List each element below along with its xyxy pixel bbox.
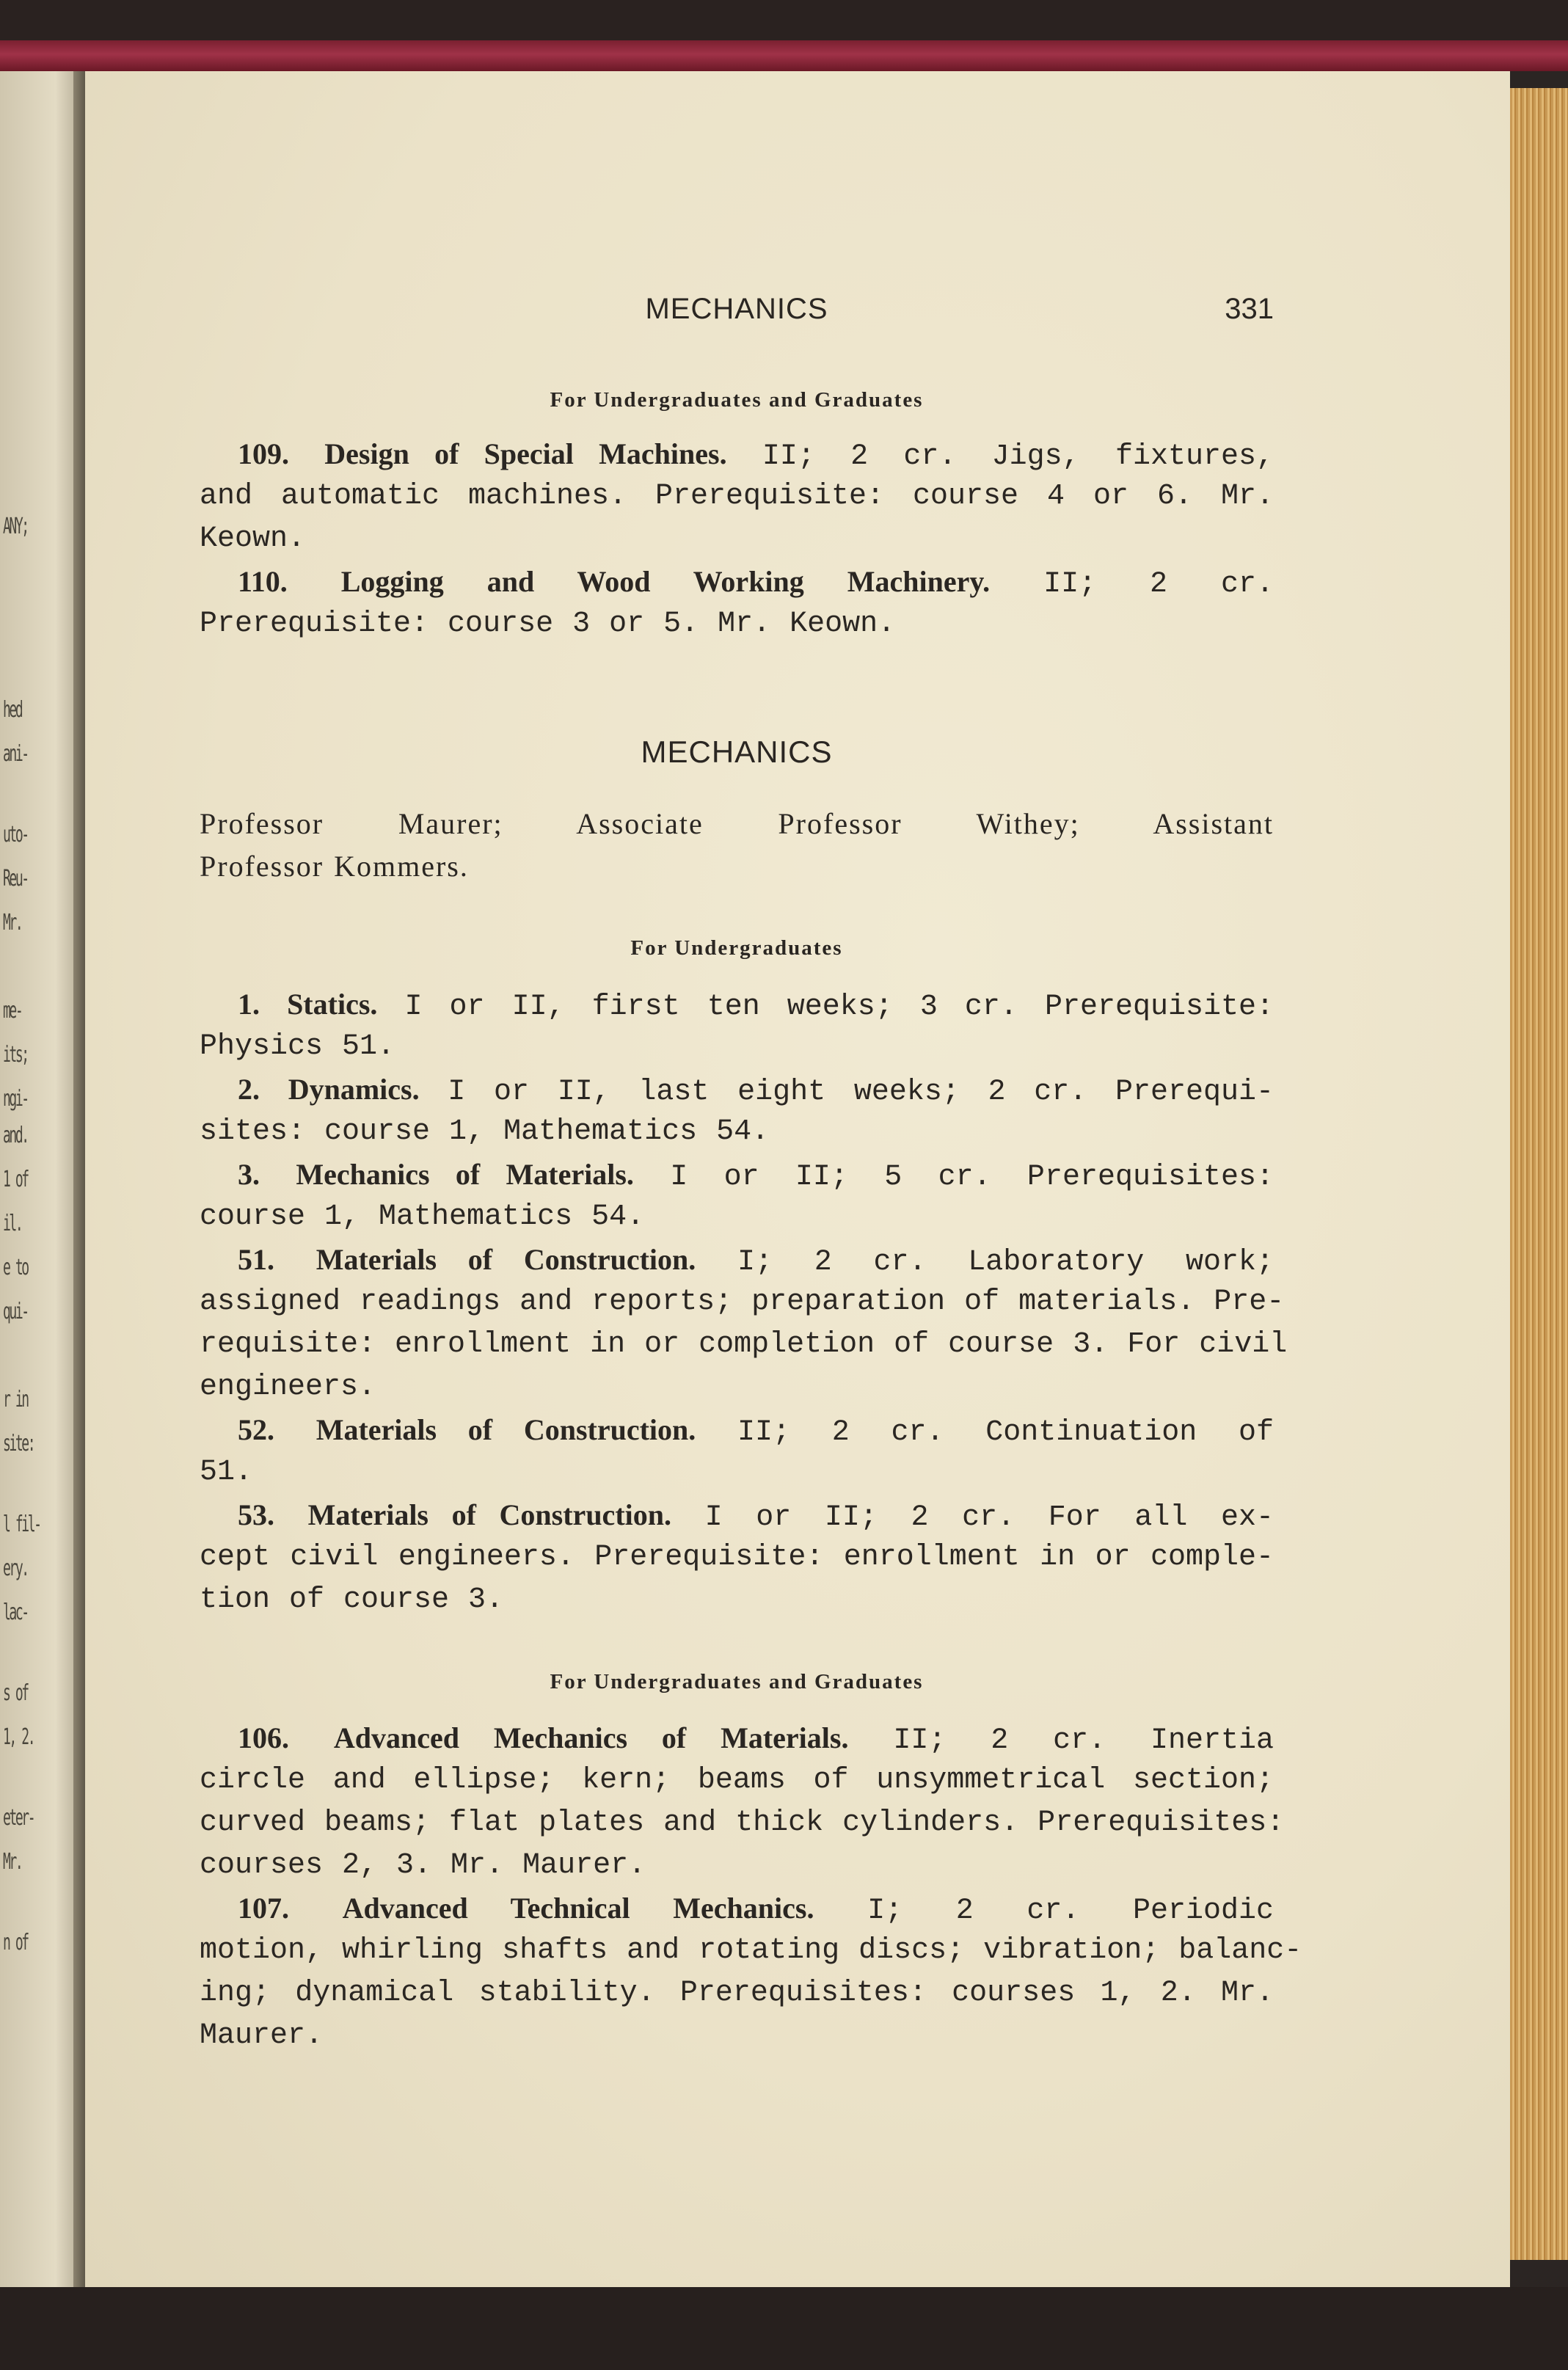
page-edges — [1510, 88, 1568, 2260]
course-entry-line — [200, 518, 1274, 561]
left-page-fragment: 1, 2. — [3, 1724, 34, 1750]
left-page-fragment: e to — [3, 1255, 28, 1280]
course-entry-line — [200, 1802, 1285, 1845]
course-text: ing; dynamical stability. Prerequisites: courses 1, 2. Mr. — [200, 1977, 1274, 2010]
course-entry-line — [200, 1324, 1288, 1366]
left-page-fragment: ANY; — [3, 514, 28, 539]
section-subhead: For Undergraduates and Graduates — [550, 1670, 924, 1693]
section-subhead: For Undergraduates — [630, 936, 843, 960]
course-text: I or II, first ten weeks; 3 cr. Prerequisite: — [404, 991, 1274, 1024]
course-text: 51. — [200, 1456, 253, 1489]
left-page-fragment: its; — [3, 1042, 28, 1068]
course-number: 109. — [238, 437, 289, 470]
running-title: MECHANICS — [645, 293, 828, 325]
running-head — [200, 290, 1274, 337]
course-text: I; 2 cr. Laboratory work; — [737, 1246, 1274, 1279]
left-page-fragment: me- — [3, 998, 22, 1024]
course-entry-line — [200, 1196, 1274, 1239]
course-entry-first-line — [200, 1494, 1274, 1536]
course-number: 110. — [238, 565, 288, 598]
background-bottom — [0, 2287, 1568, 2370]
course-entry-line — [200, 1026, 1274, 1068]
left-page-fragment: ery. — [3, 1556, 28, 1581]
course-title: Advanced Technical Mechanics. — [342, 1892, 814, 1925]
left-page-fragment: Mr. — [3, 1849, 22, 1875]
course-entry-line — [200, 1536, 1274, 1579]
course-entry-first-line — [200, 561, 1274, 603]
course-text: I or II, last eight weeks; 2 cr. Prerequi- — [448, 1076, 1274, 1109]
course-number: 51. — [238, 1243, 274, 1276]
course-entry-line — [200, 1845, 1274, 1887]
course-entry-first-line — [200, 1717, 1274, 1760]
section-subhead: For Undergraduates and Graduates — [550, 388, 924, 412]
course-text: engineers. — [200, 1371, 376, 1404]
department-title: MECHANICS — [641, 734, 833, 769]
left-page-fragment: s of — [3, 1680, 28, 1706]
course-number: 52. — [238, 1413, 274, 1446]
course-text: circle and ellipse; kern; beams of unsymmetrical section; — [200, 1764, 1274, 1797]
left-page-fragment: ani- — [3, 741, 28, 767]
course-number: 106. — [238, 1721, 289, 1754]
course-number: 2. — [238, 1073, 260, 1106]
course-text: II; 2 cr. Continuation of — [737, 1416, 1274, 1449]
course-entry-line — [200, 1972, 1274, 2015]
course-entry-line — [200, 603, 1274, 646]
course-entry-line — [200, 1579, 1274, 1622]
course-entry-first-line — [200, 1239, 1274, 1281]
course-entry-line — [200, 1366, 1274, 1409]
course-number: 3. — [238, 1158, 260, 1191]
course-text: courses 2, 3. Mr. Maurer. — [200, 1849, 646, 1882]
course-text: Maurer. — [200, 2019, 324, 2052]
course-entry-line — [200, 1930, 1302, 1972]
course-entry-line — [200, 2015, 1274, 2057]
left-page-fragment: 1 of — [3, 1167, 28, 1192]
left-page-fragment: eter- — [3, 1805, 34, 1831]
course-text: I; 2 cr. Periodic — [867, 1895, 1274, 1928]
course-entry-line — [200, 1451, 1274, 1494]
left-page-fragment: lac- — [3, 1600, 28, 1625]
book-binding-band — [0, 40, 1568, 71]
page-number: 331 — [1225, 293, 1274, 325]
left-page-fragment: r in — [3, 1387, 28, 1412]
left-page-fragment: uto- — [3, 822, 28, 847]
course-text: I or II; 2 cr. For all ex- — [704, 1501, 1274, 1534]
course-entry-first-line — [200, 1068, 1274, 1111]
left-page-fragment: hed — [3, 697, 22, 723]
left-page-fragment: n of — [3, 1930, 28, 1955]
course-entry-first-line — [200, 433, 1274, 475]
course-text: tion of course 3. — [200, 1583, 504, 1616]
course-text: course 1, Mathematics 54. — [200, 1200, 645, 1233]
course-entry-first-line — [200, 1409, 1274, 1451]
left-page-fragment: and. — [3, 1123, 28, 1148]
course-text: II; 2 cr. Inertia — [893, 1724, 1274, 1757]
course-text: cept civil engineers. Prerequisite: enrollment in or comple- — [200, 1541, 1274, 1574]
course-text: II; 2 cr. — [1043, 568, 1274, 601]
course-entry-line — [200, 1760, 1274, 1802]
left-page-fragment: qui- — [3, 1299, 28, 1324]
course-text: sites: course 1, Mathematics 54. — [200, 1115, 770, 1148]
course-title: Advanced Mechanics of Materials. — [333, 1721, 849, 1754]
left-page-fragment: il. — [3, 1211, 22, 1236]
course-text: assigned readings and reports; preparation of materials. Pre- — [200, 1286, 1285, 1319]
course-title: Mechanics of Materials. — [296, 1158, 634, 1191]
course-text: curved beams; flat plates and thick cylinders. Prerequisites: — [200, 1806, 1285, 1840]
faculty-line: Professor Maurer; Associate Professor Withey; Assistant — [200, 807, 1274, 840]
course-number: 107. — [238, 1892, 289, 1925]
course-text: I or II; 5 cr. Prerequisites: — [670, 1161, 1274, 1194]
course-entry-line — [200, 1111, 1274, 1153]
course-title: Materials of Construction. — [316, 1413, 696, 1446]
course-text: Prerequisite: course 3 or 5. Mr. Keown. — [200, 608, 896, 641]
course-number: 1. — [238, 988, 260, 1021]
course-title: Logging and Wood Working Machinery. — [340, 565, 991, 598]
course-entry-first-line — [200, 983, 1274, 1026]
course-title: Statics. — [287, 988, 378, 1021]
course-text: motion, whirling shafts and rotating discs; vibration; balanc- — [200, 1934, 1302, 1967]
left-page-fragment: Reu- — [3, 866, 28, 892]
course-entry-line — [200, 1281, 1285, 1324]
course-title: Dynamics. — [288, 1073, 420, 1106]
course-text: Keown. — [200, 522, 306, 555]
course-text: Physics 51. — [200, 1030, 395, 1063]
course-entry-first-line — [200, 1153, 1274, 1196]
faculty-line: Professor Kommers. — [200, 850, 469, 883]
course-entry-first-line — [200, 1887, 1274, 1930]
background-top — [0, 0, 1568, 44]
course-title: Design of Special Machines. — [324, 437, 727, 470]
course-number: 53. — [238, 1498, 274, 1531]
course-text: II; 2 cr. Jigs, fixtures, — [762, 440, 1274, 473]
course-text: requisite: enrollment in or completion of course 3. For civil — [200, 1328, 1288, 1361]
left-page-fragment: l fil- — [3, 1512, 40, 1537]
course-entry-line — [200, 475, 1274, 518]
course-title: Materials of Construction. — [316, 1243, 696, 1276]
left-page-fragment: ngi- — [3, 1086, 28, 1112]
left-page-fragment: site: — [3, 1431, 34, 1456]
left-page-fragment: Mr. — [3, 910, 22, 936]
course-title: Materials of Construction. — [307, 1498, 671, 1531]
course-text: and automatic machines. Prerequisite: course 4 or 6. Mr. — [200, 480, 1274, 513]
